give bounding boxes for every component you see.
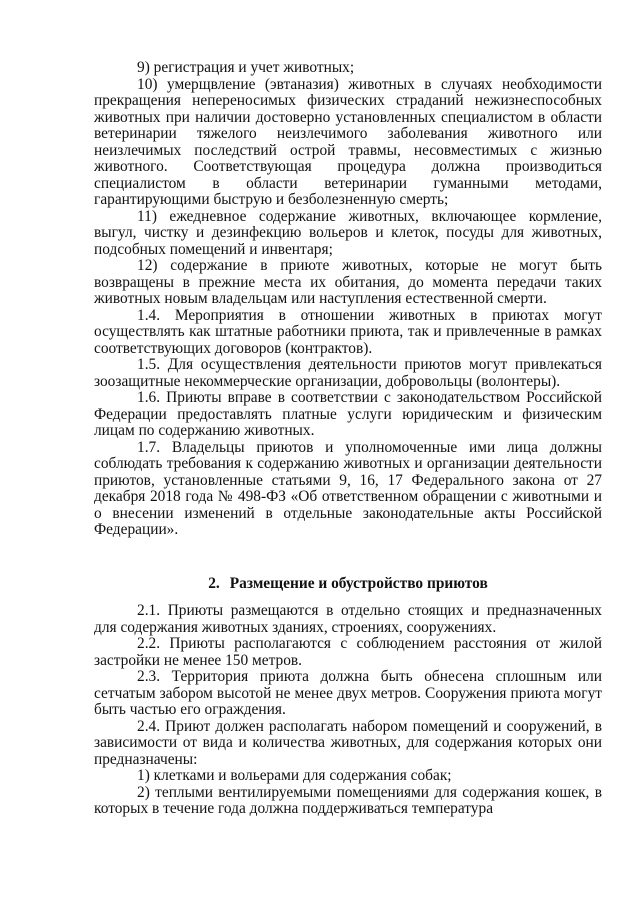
list-item-9: 9) регистрация и учет животных; — [137, 59, 355, 76]
clause-2-2: 2.2. Приюты располагаются с соблюдением расстояния от жилой застройки не менее 150 метров. — [94, 635, 602, 669]
clause-1-6: 1.6. Приюты вправе в соответствии с законодательством Российской Федерации предоставлять платные услуги юридическим и физическим лицам по содержанию животных. — [94, 389, 602, 439]
clause-2-1: 2.1. Приюты размещаются в отдельно стоящих и предназначенных для содержания животных зданиях, строениях, сооружениях. — [94, 602, 602, 636]
list-item-12: 12) содержание в приюте животных, которые не могут быть возвращены в прежние места их обитания, до момента передачи таких животных новым владельцам или наступления естественной смерти. — [94, 257, 602, 307]
list-item-11: 11) ежедневное содержание животных, включающее кормление, выгул, чистку и дезинфекцию вольеров и клеток, посуды для животных, подсобных помещений и инвентаря; — [94, 207, 602, 258]
clause-2-4: 2.4. Приют должен располагать набором помещений и сооружений, в зависимости от вида и количества животных, для содержания которых они предназначены: — [94, 717, 602, 768]
clause-2-4-item-2: 2) теплыми вентилируемыми помещениями для содержания кошек, в которых в течение года должна поддерживаться температура — [94, 783, 602, 817]
body-text-section-2 — [94, 603, 602, 818]
section-2-number: 2. — [208, 575, 220, 592]
list-item-10: 10) умерщвление (эвтаназия) животных в случаях необходимости прекращения непереносимых физических страданий нежизнеспособных животных при наличии достоверно установленных специалистом в области ветеринарии тяжелого неизлечимого заболевания животного или неизлечимых последствий острой травмы, несовместимых с жизнью животного. Соответствующая процедура должна производиться специалистом в области ветеринарии гуманными методами, гарантирующими быструю и безболезненную смерть; — [94, 75, 602, 208]
clause-1-7: 1.7. Владельцы приютов и уполномоченные ими лица должны соблюдать требования к содержанию животных и организации деятельности приютов, установленные статьями 9, 16, 17 Федерального закона от 27 декабря 2018 года № 498-ФЗ «Об ответственном обращении с животными и о внесении изменений в отдельные законодательные акты Российской Федерации». — [94, 438, 602, 538]
clause-1-4: 1.4. Мероприятия в отношении животных в приютах могут осуществлять как штатные работники приюта, так и привлеченные в рамках соответствующих договоров (контрактов). — [94, 306, 602, 357]
clause-2-3: 2.3. Территория приюта должна быть обнесена сплошным или сетчатым забором высотой не менее двух метров. Сооружения приюта могут быть частью его ограждения. — [94, 668, 602, 718]
clause-1-5: 1.5. Для осуществления деятельности приютов могут привлекаться зоозащитные некоммерческие организации, добровольцы (волонтеры). — [94, 356, 602, 390]
section-2-title: Размещение и обустройство приютов — [229, 575, 488, 592]
clause-2-4-item-1: 1) клетками и вольерами для содержания собак; — [137, 767, 452, 784]
body-text-top — [94, 60, 602, 539]
section-2-heading — [94, 575, 602, 592]
